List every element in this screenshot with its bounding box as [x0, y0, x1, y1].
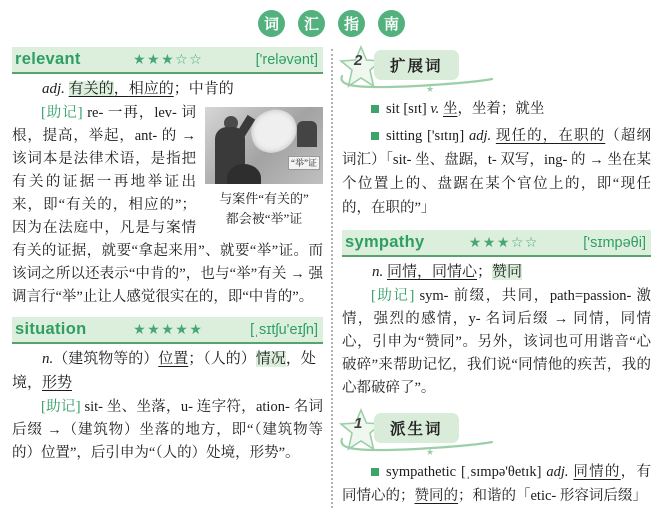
derivative-words-section — [342, 410, 651, 508]
derivative-item-sympathetic — [342, 460, 651, 508]
section-badge-expansion — [342, 47, 651, 93]
text-segment: [助记] — [41, 399, 85, 415]
photo-shape — [227, 164, 261, 184]
item-text — [342, 464, 651, 504]
right-column — [342, 47, 651, 508]
mnemonic-block — [12, 102, 323, 309]
mini-star-icon: ★ — [426, 85, 435, 95]
square-bullet-icon — [371, 132, 379, 140]
star-rating: ★★★☆☆ — [468, 234, 539, 251]
section-label: 派生词 — [374, 413, 459, 443]
text-segment: v. — [430, 101, 443, 117]
word-header-relevant — [12, 47, 323, 74]
text-segment: ， — [113, 81, 129, 97]
text-segment: ；中肯的 — [173, 81, 234, 97]
swoosh-icon — [336, 74, 496, 92]
text-segment: n. — [42, 351, 54, 367]
title-badge-2: 汇 — [298, 10, 325, 37]
word-header-sympathy — [342, 230, 651, 257]
title-badge-1: 词 — [258, 10, 285, 37]
text-segment: 同情，同情心 — [387, 264, 478, 280]
title-badge-3: 指 — [338, 10, 365, 37]
expansion-item-sit — [342, 97, 651, 121]
title-badge-4: 南 — [378, 10, 405, 37]
column-divider — [331, 49, 333, 508]
definition-line — [342, 260, 651, 284]
text-segment: 坐 — [442, 101, 458, 117]
photo-figure — [205, 107, 323, 229]
entry-sympathy — [342, 230, 651, 400]
expansion-item-sitting — [342, 124, 651, 220]
text-segment: adj. — [468, 128, 496, 144]
page-title — [12, 10, 651, 37]
item-text — [342, 128, 651, 216]
mnemonic-text — [342, 285, 651, 400]
text-segment: 相应的 — [128, 81, 174, 97]
text-segment: 位置 — [158, 351, 189, 367]
word-header-situation — [12, 317, 323, 344]
text-segment: n. — [372, 264, 387, 280]
text-segment: sympathetic [ˌsɪmpə'θetɪk] — [386, 464, 547, 480]
definition-line — [12, 347, 323, 395]
mini-star-icon: ★ — [426, 448, 435, 458]
text-segment: sitting ['sɪtɪŋ] — [386, 128, 469, 144]
section-number: 2 — [354, 52, 363, 69]
left-column — [12, 47, 323, 508]
text-segment: sit- 坐、坐落，u- 连字符，ation- 名词后缀 →（建筑物）坐落的地方，即“（建筑物等的）位置”，后引申为“（人的）处境，形势”。 — [12, 399, 323, 461]
pronunciation: ['reləvənt] — [255, 51, 318, 68]
headword: sympathy — [345, 233, 425, 251]
text-segment: 赞同 — [492, 264, 523, 280]
text-segment: sit [sɪt] — [386, 101, 431, 117]
photo-shape — [297, 121, 317, 147]
section-badge-derivative — [342, 410, 651, 456]
photo-caption-line: 与案件“有关的” — [219, 191, 309, 206]
expansion-words-section — [342, 47, 651, 220]
photo-shape — [247, 107, 302, 157]
text-segment: [助记] — [371, 288, 420, 304]
text-segment: （建筑物等的） — [53, 351, 159, 367]
star-rating: ★★★☆☆ — [133, 51, 204, 68]
text-segment: re- 一再，lev- 词根，提高，举起，ant- 的 → 该词本是法律术语，是指把有关的证据一再地举证出来，即“有关的，相应的”；因为在法庭中，凡是与案情有关的证据，就要“拿起来用”、就要“举”证。而该词之所以还表示“中肯的”，也与“举”有关 → 强调言行“举”止让人感觉很实在的，即“中肯的”。 — [12, 105, 323, 305]
headword: relevant — [15, 50, 81, 68]
text-segment: 有关的 — [68, 81, 114, 97]
text-segment: adj. — [42, 81, 69, 97]
text-segment: ，坐着；就坐 — [457, 101, 545, 117]
entry-relevant — [12, 47, 323, 309]
star-rating: ★★★★★ — [133, 321, 204, 338]
mnemonic-text — [12, 396, 323, 465]
text-segment: 现任的，在职的 — [495, 128, 606, 144]
text-segment: ；和谐的「etic- 形容词后缀」 — [458, 488, 647, 504]
swoosh-icon — [336, 437, 496, 455]
square-bullet-icon — [371, 105, 379, 113]
two-column-layout — [12, 47, 651, 508]
headword: situation — [15, 320, 87, 338]
entry-situation — [12, 317, 323, 465]
text-segment: ；（人的） — [188, 351, 256, 367]
item-text — [386, 101, 544, 117]
text-segment: ，处境， — [12, 351, 316, 391]
text-segment: 赞同的 — [414, 488, 458, 504]
pronunciation: ['sɪmpəθi] — [583, 234, 646, 251]
photo-caption-line: 都会被“举”证 — [225, 211, 303, 226]
text-segment: 同情的 — [573, 464, 621, 480]
text-segment: ； — [477, 264, 493, 280]
text-segment: adj. — [546, 464, 574, 480]
text-segment: [助记] — [41, 105, 88, 121]
pronunciation: [ˌsɪtʃu'eɪʃn] — [250, 321, 318, 338]
text-segment: sym- 前缀，共同，path=passion- 激情，强烈的感情，y- 名词后缀 → 同情，同情心，引申为“赞同”。另外，该词也可用谐音“心破碎”来帮助记忆，我们说“同情他的疾苦，我的心都破碎了”。 — [342, 288, 651, 396]
text-segment: ，有同情心的； — [342, 464, 651, 504]
section-label: 扩展词 — [374, 50, 459, 80]
square-bullet-icon — [371, 468, 379, 476]
photo-caption — [205, 189, 323, 229]
definition-line — [12, 77, 323, 101]
section-number: 1 — [354, 415, 363, 432]
text-segment: 情况 — [255, 351, 286, 367]
courtroom-photo — [205, 107, 323, 184]
text-segment: 形势 — [42, 375, 73, 391]
text-segment: （超纲词汇）「sit- 坐、盘踞，t- 双写，ing- 的 → 坐在某个位置上的、盘踞在某个官位上的，即“现任的，在职的”」 — [342, 128, 652, 216]
photo-overlay-label: “举”证 — [288, 156, 320, 170]
